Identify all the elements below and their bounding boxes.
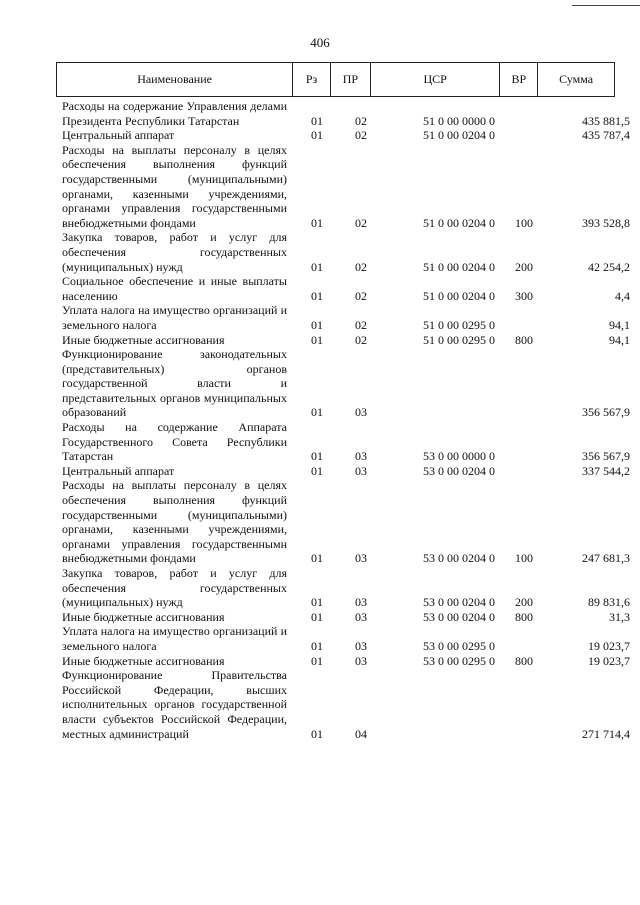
page-corner-line xyxy=(572,0,640,6)
table-row xyxy=(62,303,637,332)
cell-sum: 356 567,9 xyxy=(582,449,630,464)
cell-name: Иные бюджетные ассигнования xyxy=(62,609,225,624)
cell-sum: 19 023,7 xyxy=(588,638,630,653)
cell-rz: 01 xyxy=(311,288,323,303)
cell-name: Уплата налога на имущество организаций и земельного налога xyxy=(62,624,287,653)
table-row xyxy=(62,566,637,610)
cell-rz: 01 xyxy=(311,609,323,624)
cell-rz: 01 xyxy=(311,259,323,274)
table-row xyxy=(62,128,637,143)
cell-csr: 51 0 00 0204 0 xyxy=(423,128,495,143)
cell-pr: 03 xyxy=(355,551,367,566)
table-row xyxy=(62,274,637,303)
cell-sum: 4,4 xyxy=(615,288,630,303)
cell-csr: 53 0 00 0204 0 xyxy=(423,551,495,566)
cell-pr: 03 xyxy=(355,463,367,478)
cell-pr: 03 xyxy=(355,609,367,624)
cell-vr: 200 xyxy=(515,259,533,274)
cell-sum: 42 254,2 xyxy=(588,259,630,274)
cell-name: Иные бюджетные ассигнования xyxy=(62,332,225,347)
table-row xyxy=(62,99,637,128)
cell-name: Расходы на выплаты персоналу в целях обеспечения выполнения функций государственными (муниципальными) органами, казенными учреждениями, органами управления государственнымн внебюджетными фондами xyxy=(62,478,287,566)
table-row xyxy=(62,668,637,741)
cell-pr: 03 xyxy=(355,638,367,653)
cell-pr: 02 xyxy=(355,259,367,274)
cell-vr: 200 xyxy=(515,595,533,610)
cell-sum: 393 528,8 xyxy=(582,215,630,230)
cell-name: Уплата налога на имущество организаций и земельного налога xyxy=(62,303,287,332)
cell-pr: 02 xyxy=(355,288,367,303)
cell-sum: 89 831,6 xyxy=(588,595,630,610)
cell-rz: 01 xyxy=(311,113,323,128)
cell-csr: 51 0 00 0204 0 xyxy=(423,215,495,230)
cell-name: Закупка товаров, работ и услуг для обеспечения государственных (муниципальных) нужд xyxy=(62,566,287,610)
cell-name: Расходы на выплаты персоналу в целях обеспечения выполнения функций государственными (муниципальными) органами, казенными учреждениями, органами управления государственными внебюджетными фондами xyxy=(62,142,287,230)
header-sum: Сумма xyxy=(559,72,594,86)
cell-pr: 03 xyxy=(355,653,367,668)
header-vr: ВР xyxy=(500,63,538,96)
cell-rz: 01 xyxy=(311,551,323,566)
cell-vr: 800 xyxy=(515,653,533,668)
cell-name: Функционирование законодательных (представительных) органов государственной власти и представительных органов муниципальных образований xyxy=(62,347,287,420)
cell-pr: 03 xyxy=(355,449,367,464)
cell-rz: 01 xyxy=(311,595,323,610)
table-row xyxy=(62,347,637,420)
cell-rz: 01 xyxy=(311,463,323,478)
cell-rz: 01 xyxy=(311,653,323,668)
table-body xyxy=(62,99,637,741)
table-row xyxy=(62,610,637,625)
cell-rz: 01 xyxy=(311,215,323,230)
table-row xyxy=(62,624,637,653)
cell-csr: 51 0 00 0204 0 xyxy=(423,259,495,274)
cell-name: Социальное обеспечение и иные выплаты населению xyxy=(62,274,287,303)
cell-csr: 53 0 00 0000 0 xyxy=(423,449,495,464)
cell-sum: 356 567,9 xyxy=(582,405,630,420)
cell-sum: 271 714,4 xyxy=(582,726,630,741)
cell-csr: 53 0 00 0295 0 xyxy=(423,638,495,653)
cell-vr: 100 xyxy=(515,215,533,230)
table-row xyxy=(62,333,637,348)
table-row xyxy=(62,230,637,274)
cell-rz: 01 xyxy=(311,726,323,741)
cell-csr: 51 0 00 0295 0 xyxy=(423,332,495,347)
cell-csr: 53 0 00 0204 0 xyxy=(423,595,495,610)
header-pr: ПР xyxy=(331,63,371,96)
table-row xyxy=(62,464,637,479)
cell-sum: 94,1 xyxy=(609,317,630,332)
cell-csr: 53 0 00 0204 0 xyxy=(423,463,495,478)
table-row xyxy=(62,420,637,464)
cell-name: Расходы на содержание Аппарата Государственного Совета Республики Татарстан xyxy=(62,420,287,464)
cell-name: Центральный аппарат xyxy=(62,128,175,143)
cell-name: Центральный аппарат xyxy=(62,463,175,478)
cell-vr: 100 xyxy=(515,551,533,566)
table-row xyxy=(62,143,637,231)
cell-pr: 02 xyxy=(355,113,367,128)
cell-csr: 53 0 00 0295 0 xyxy=(423,653,495,668)
cell-rz: 01 xyxy=(311,449,323,464)
cell-sum: 435 881,5 xyxy=(582,113,630,128)
cell-pr: 02 xyxy=(355,128,367,143)
cell-csr: 51 0 00 0204 0 xyxy=(423,288,495,303)
cell-rz: 01 xyxy=(311,128,323,143)
cell-sum: 19 023,7 xyxy=(588,653,630,668)
table-row xyxy=(62,654,637,669)
cell-sum: 435 787,4 xyxy=(582,128,630,143)
header-csr: ЦСР xyxy=(371,63,501,96)
cell-csr: 51 0 00 0295 0 xyxy=(423,317,495,332)
cell-vr: 300 xyxy=(515,288,533,303)
table-row xyxy=(62,478,637,566)
header-rz: Рз xyxy=(293,63,331,96)
cell-csr: 53 0 00 0204 0 xyxy=(423,609,495,624)
cell-sum: 337 544,2 xyxy=(582,463,630,478)
cell-vr: 800 xyxy=(515,332,533,347)
cell-sum: 247 681,3 xyxy=(582,551,630,566)
cell-sum: 94,1 xyxy=(609,332,630,347)
cell-rz: 01 xyxy=(311,317,323,332)
cell-rz: 01 xyxy=(311,638,323,653)
cell-csr: 51 0 00 0000 0 xyxy=(423,113,495,128)
cell-sum: 31,3 xyxy=(609,609,630,624)
cell-pr: 02 xyxy=(355,215,367,230)
cell-name: Расходы на содержание Управления делами Президента Республики Татарстан xyxy=(62,99,287,128)
cell-vr: 800 xyxy=(515,609,533,624)
cell-pr: 04 xyxy=(355,726,367,741)
cell-name: Закупка товаров, работ и услуг для обеспечения государственных (муниципальных) нужд xyxy=(62,230,287,274)
cell-pr: 03 xyxy=(355,595,367,610)
cell-rz: 01 xyxy=(311,405,323,420)
cell-pr: 02 xyxy=(355,332,367,347)
table-header xyxy=(56,62,615,97)
cell-name: Функционирование Правительства Российской Федерации, высших исполнительных органов государственной власти субъектов Российской Федерации, местных администраций xyxy=(62,668,287,741)
cell-rz: 01 xyxy=(311,332,323,347)
page-number: 406 xyxy=(310,35,330,50)
cell-pr: 02 xyxy=(355,317,367,332)
cell-name: Иные бюджетные ассигнования xyxy=(62,653,225,668)
cell-pr: 03 xyxy=(355,405,367,420)
header-name: Наименование xyxy=(57,63,293,96)
